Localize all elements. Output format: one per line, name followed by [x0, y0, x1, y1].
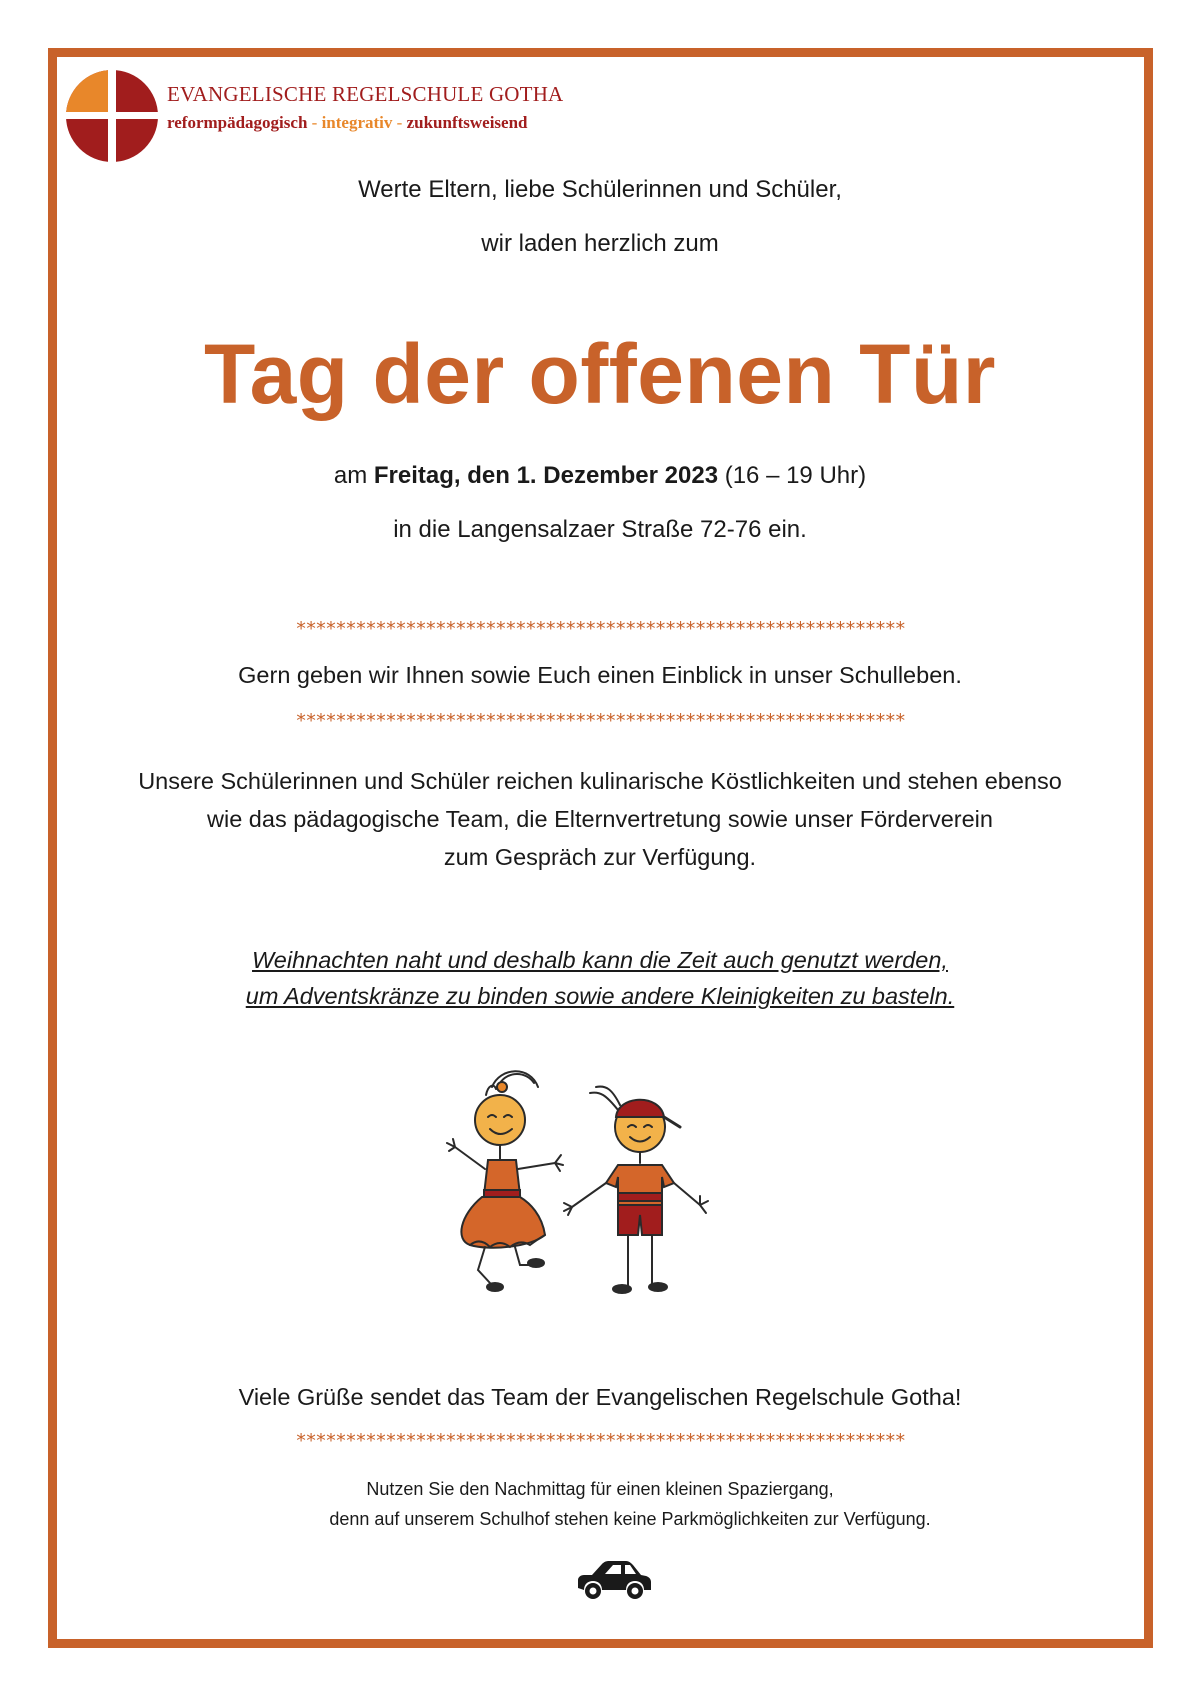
slogan-separator-1: -	[311, 113, 318, 132]
insight-text: Gern geben wir Ihnen sowie Euch einen Einblick in unser Schulleben.	[238, 662, 962, 688]
parking-note	[0, 1474, 1200, 1534]
invite-text: wir laden herzlich zum	[481, 230, 719, 257]
event-headline: Tag der offenen Tür	[204, 327, 996, 421]
description-line-2: wie das pädagogische Team, die Elternvertretung sowie unser Förderverein	[207, 806, 993, 832]
slogan-separator-2: -	[396, 113, 403, 132]
slogan-part-1: reformpädagogisch	[167, 113, 308, 132]
parking-note-line-1: Nutzen Sie den Nachmittag für einen kleinen Spaziergang,	[366, 1479, 834, 1499]
parking-note-line-2: denn auf unserem Schulhof stehen keine Parkmöglichkeiten zur Verfügung.	[329, 1509, 931, 1529]
school-logo-icon	[64, 68, 160, 164]
christmas-paragraph	[0, 942, 1200, 1014]
school-name: EVANGELISCHE REGELSCHULE GOTHA	[167, 82, 564, 106]
star-divider-2: *************************************************************	[295, 710, 905, 732]
greeting-text: Werte Eltern, liebe Schülerinnen und Schüler,	[358, 176, 842, 203]
christmas-line-1: Weihnachten naht und deshalb kann die Zeit auch genutzt werden,	[252, 947, 948, 973]
slogan-part-2: integrativ	[321, 113, 393, 132]
event-location: in die Langensalzaer Straße 72-76 ein.	[393, 516, 807, 543]
slogan-part-3: zukunftsweisend	[406, 113, 528, 132]
description-line-1: Unsere Schülerinnen und Schüler reichen kulinarische Köstlichkeiten und stehen ebenso	[138, 768, 1062, 794]
event-time: (16 – 19 Uhr)	[718, 462, 867, 489]
date-prefix: am	[333, 462, 374, 489]
event-date-line	[0, 462, 1200, 490]
christmas-line-2: um Adventskränze zu binden sowie andere Kleinigkeiten zu basteln.	[245, 983, 955, 1009]
description-line-3: zum Gespräch zur Verfügung.	[443, 844, 757, 870]
closing-text: Viele Grüße sendet das Team der Evangelischen Regelschule Gotha!	[238, 1384, 962, 1410]
description-paragraph	[0, 762, 1200, 876]
children-illustration	[430, 1065, 760, 1315]
car-icon	[574, 1560, 652, 1602]
school-slogan	[167, 113, 528, 133]
star-divider-1: *************************************************************	[295, 618, 905, 640]
event-date: Freitag, den 1. Dezember 2023	[373, 462, 719, 489]
star-divider-3: *************************************************************	[295, 1430, 905, 1452]
